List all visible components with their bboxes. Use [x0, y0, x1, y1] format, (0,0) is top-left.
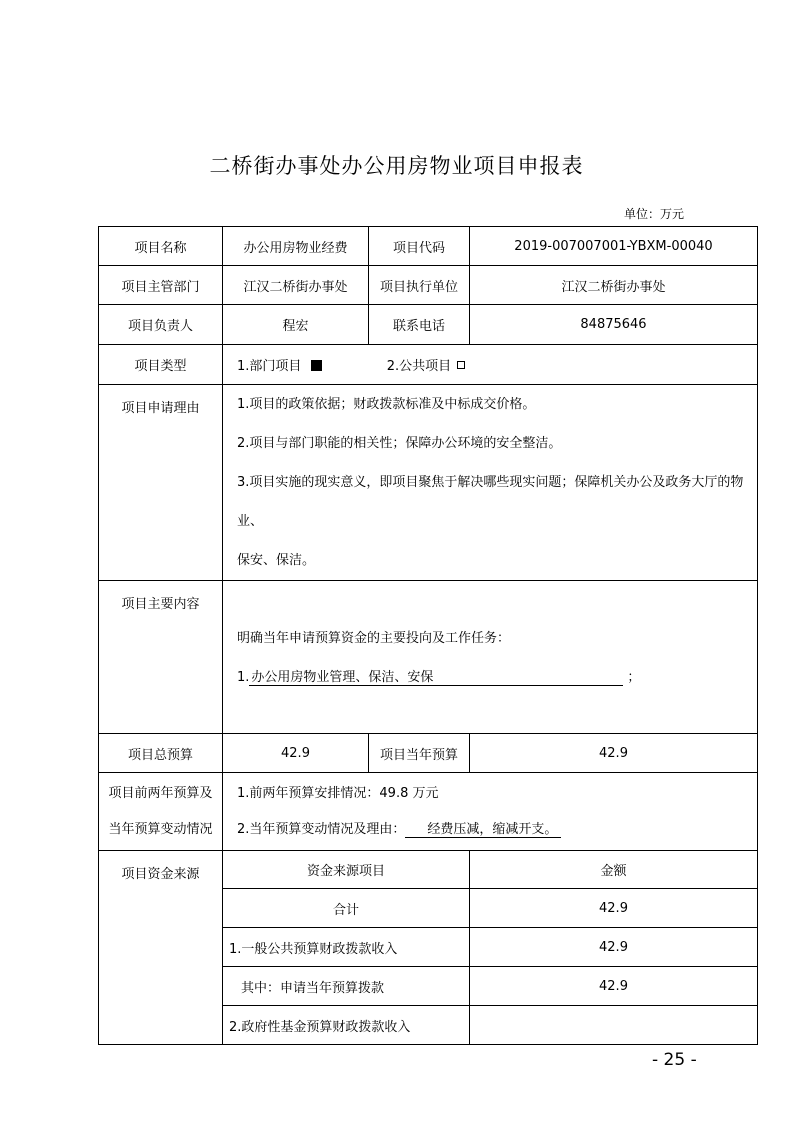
phone-label: 联系电话: [369, 305, 470, 345]
exec-unit-value: 江汉二桥街办事处: [470, 266, 758, 305]
reason-line: 1.项目的政策依据；财政拨款标准及中标成交价格。: [237, 397, 536, 412]
fund-amount-current-year: 42.9: [470, 967, 758, 1006]
row-budget: [99, 734, 758, 773]
row-project-type: [99, 345, 758, 385]
row-fund-header: [99, 851, 758, 889]
project-name-label: 项目名称: [99, 227, 223, 266]
previous-budget-line1: 1.前两年预算安排情况：49.8 万元: [237, 785, 439, 801]
content-item-text: 办公用房物业管理、保洁、安保: [249, 666, 623, 686]
current-budget-label: 项目当年预算: [369, 734, 470, 773]
dept-label: 项目主管部门: [99, 266, 223, 305]
content-label: 项目主要内容: [99, 581, 223, 734]
dept-value: 江汉二桥街办事处: [223, 266, 369, 305]
row-content: [99, 581, 758, 734]
checkbox-empty-icon: [457, 361, 465, 369]
project-code-value: 2019-007007001-YBXM-00040: [470, 227, 758, 266]
row-project-name: [99, 227, 758, 266]
checkbox-checked-icon: [311, 360, 322, 371]
phone-value: 84875646: [470, 305, 758, 345]
fund-item-general: 1.一般公共预算财政拨款收入: [223, 928, 470, 967]
fund-header-amount: 金额: [470, 851, 758, 889]
page-title: 二桥街办事处办公用房物业项目申报表: [209, 154, 584, 178]
reason-text: [223, 385, 758, 581]
previous-budget-label-line2: 当年预算变动情况: [108, 821, 213, 837]
content-item-suffix: ；: [627, 670, 641, 685]
change-reason-text: 经费压减，缩减开支。: [405, 822, 561, 838]
leader-label: 项目负责人: [99, 305, 223, 345]
fund-source-label: 项目资金来源: [99, 851, 223, 1045]
fund-header-item: 资金来源项目: [223, 851, 470, 889]
type-option-dept: 1.部门项目: [237, 359, 302, 374]
type-options: [223, 345, 758, 385]
previous-budget-text: [223, 773, 758, 851]
total-budget-value: 42.9: [223, 734, 369, 773]
fund-item-current-year: 其中：申请当年预算拨款: [223, 967, 470, 1006]
application-form-table: [98, 226, 758, 1045]
unit-label: 单位：万元: [624, 207, 685, 221]
reason-label: 项目申请理由: [99, 385, 223, 581]
row-reason: [99, 385, 758, 581]
row-previous-budget: [99, 773, 758, 851]
fund-amount-general: 42.9: [470, 928, 758, 967]
change-reason-prefix: 2.当年预算变动情况及理由：: [237, 821, 406, 837]
previous-budget-label-line1: 项目前两年预算及: [108, 785, 213, 801]
type-option-public: 2.公共项目: [386, 359, 452, 374]
reason-line: 保安、保洁。: [237, 553, 316, 568]
project-code-label: 项目代码: [369, 227, 470, 266]
content-item-number: 1.: [237, 670, 250, 685]
leader-value: 程宏: [223, 305, 369, 345]
reason-line: 2.项目与部门职能的相关性；保障办公环境的安全整洁。: [237, 436, 562, 451]
content-intro: 明确当年申请预算资金的主要投向及工作任务：: [237, 631, 511, 646]
fund-amount-total: 42.9: [470, 889, 758, 928]
row-department: [99, 266, 758, 305]
content-text: [223, 581, 758, 734]
current-budget-value: 42.9: [470, 734, 758, 773]
reason-line: 3.项目实施的现实意义，即项目聚焦于解决哪些现实问题；保障机关办公及政务大厅的物业、: [237, 475, 744, 529]
row-leader: [99, 305, 758, 345]
exec-unit-label: 项目执行单位: [369, 266, 470, 305]
fund-item-total: 合计: [223, 889, 470, 928]
content-item: [237, 666, 757, 686]
previous-budget-label: [99, 773, 223, 851]
page-number: - 25 -: [652, 1050, 697, 1070]
type-label: 项目类型: [99, 345, 223, 385]
project-name-value: 办公用房物业经费: [223, 227, 369, 266]
fund-item-government-fund: 2.政府性基金预算财政拨款收入: [223, 1006, 470, 1045]
previous-budget-line2: [237, 812, 757, 848]
total-budget-label: 项目总预算: [99, 734, 223, 773]
fund-amount-government-fund: [470, 1006, 758, 1045]
